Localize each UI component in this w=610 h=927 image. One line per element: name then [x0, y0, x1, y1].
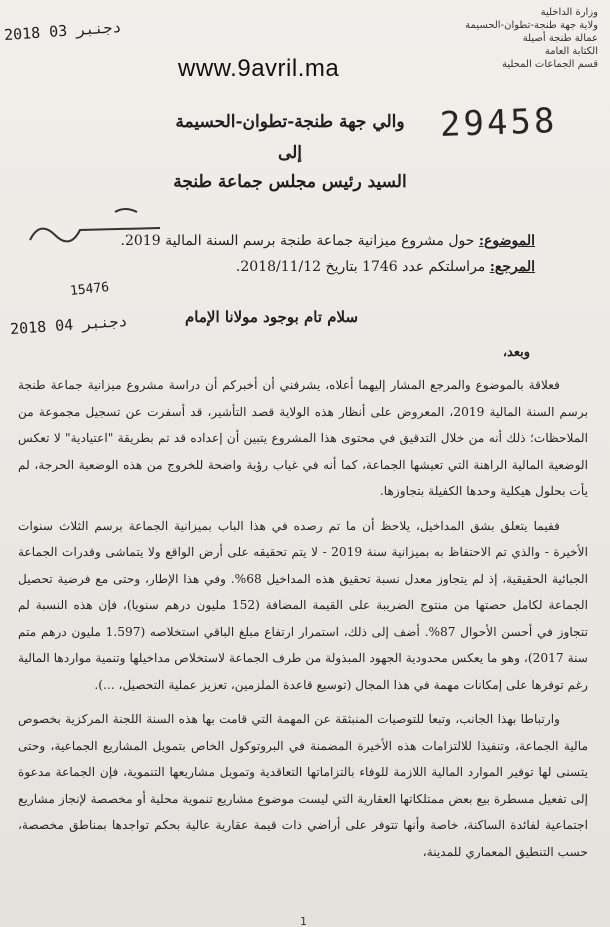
opening-word: وبعد، — [502, 345, 530, 360]
reference-text: مراسلتكم عدد 1746 بتاريخ 2018/11/12. — [235, 259, 486, 275]
handwritten-mark — [20, 200, 170, 260]
body-paragraph: وارتباطا بهذا الجانب، وتبعا للتوصيات المنبثقة عن المهمة التي قامت بها هذه السنة اللجنة المركزية بخصوص مالية الجماعة، وتنفيذا للالتزامات هذه الأخيرة المضمنة في البروتوكول الخاص بتمويل المشاريع الجماعية، وحتى يتسنى لها توفير الموارد المالية اللازمة للوفاء بالتزاماتها التعاقدية وتمويل مشاريعها التنموية، فإن الجماعة مدعوة إلى تفعيل مسطرة بيع بعض ممتلكاتها العقارية التي ليست موضوع مشاريع تنموية محلية أو مخصصة لإنجاز مشاريع اجتماعية لفائدة الساكنة، خاصة وأنها تتوفر على أراضي ذات قيمة عقارية عالية بحكم تواجدها بمناطق مخصصة، حسب التنطيق المعماري للمدينة، — [18, 712, 588, 859]
recipient-line: السيد رئيس مجلس جماعة طنجة — [173, 172, 407, 192]
letterhead-line: ولاية جهة طنجة-تطوان-الحسيمة — [465, 20, 598, 31]
body-paragraph: فعلاقة بالموضوع والمرجع المشار إليهما أعلاه، يشرفني أن أخبركم أن دراسة مشروع ميزانية جماعة طنجة برسم السنة المالية 2019، المعروض على أنظار هذه الولاية قصد التأشير، قد أسفرت عن تسجيل مجموعة من الملاحظات؛ ذلك أنه من خلال التدقيق في محتوى هذا المشروع يتبين أن إعداده قد تم بطريقة "اعتيادية" لا تعكس الوضعية المالية الراهنة التي تعيشها الجماعة، كما أنه في غياب رؤية واضحة للخروج من هذه الوضعية الحرجة، لم يأت بحلول هيكلية وحدها الكفيلة بتجاوزها. — [18, 378, 588, 498]
reference-number-stamp: 29458 — [439, 100, 559, 146]
letter-body — [18, 372, 588, 865]
letterhead — [423, 6, 598, 71]
top-date-stamp: 2018 دجنبر 03 — [3, 17, 122, 45]
greeting: سلام تام بوجود مولانا الإمام — [185, 308, 359, 326]
subject-text: حول مشروع ميزانية جماعة طنجة برسم السنة المالية 2019. — [120, 233, 475, 249]
letterhead-line: عمالة طنجة أصيلة — [522, 33, 598, 44]
letterhead-line: قسم الجماعات المحلية — [501, 59, 598, 70]
reference-label: المرجع: — [489, 259, 535, 275]
sender-line: والي جهة طنجة-تطوان-الحسيمة — [175, 112, 405, 132]
received-date-stamp: 2018 دجنبر 04 — [9, 311, 128, 339]
letterhead-line: وزارة الداخلية — [540, 7, 598, 18]
body-paragraph: ففيما يتعلق بشق المداخيل، يلاحظ أن ما تم رصده في هذا الباب بميزانية الجماعة برسم الثلاث سنوات الأخيرة - والذي تم الاحتفاظ به بميزانية سنة 2019 - لا يتم تحقيقه على أرض الواقع ولا يتماشى وقدرات الجماعة الجبائية الحقيقية، إذ لم يتجاوز معدل نسبة تحقيق هذه المداخيل 68%. وفي هذا الإطار، وحتى مع فرضية تحصيل الجماعة لكامل حصتها من منتوج الضريبة على القيمة المضافة (152 مليون درهم سنويا)، فإن هذه النسبة لم تتجاوز في أحسن الأحوال 87%. أضف إلى ذلك، استمرار ارتفاع مبلغ الباقي استخلاصه (1.597 مليون درهم متم سنة 2017)، وهو ما يعكس محدودية الجهود المبذولة من طرف الجماعة لاستخلاص مداخيلها وتنمية مواردها المالية رغم توفرها على إمكانات مهمة في هذا المجال (توسيع قاعدة الملزمين، تعزيز عملية التحصيل، ...). — [18, 518, 588, 692]
reference-line — [236, 259, 535, 275]
to-word: إلى — [277, 143, 303, 163]
subject-line — [121, 233, 535, 249]
page-number: 1 — [300, 915, 307, 927]
subject-label: الموضوع: — [478, 233, 535, 249]
website-watermark: www.9avril.ma — [178, 55, 340, 82]
received-number-stamp: 15476 — [69, 279, 110, 300]
letterhead-line: الكتابة العامة — [544, 46, 598, 57]
